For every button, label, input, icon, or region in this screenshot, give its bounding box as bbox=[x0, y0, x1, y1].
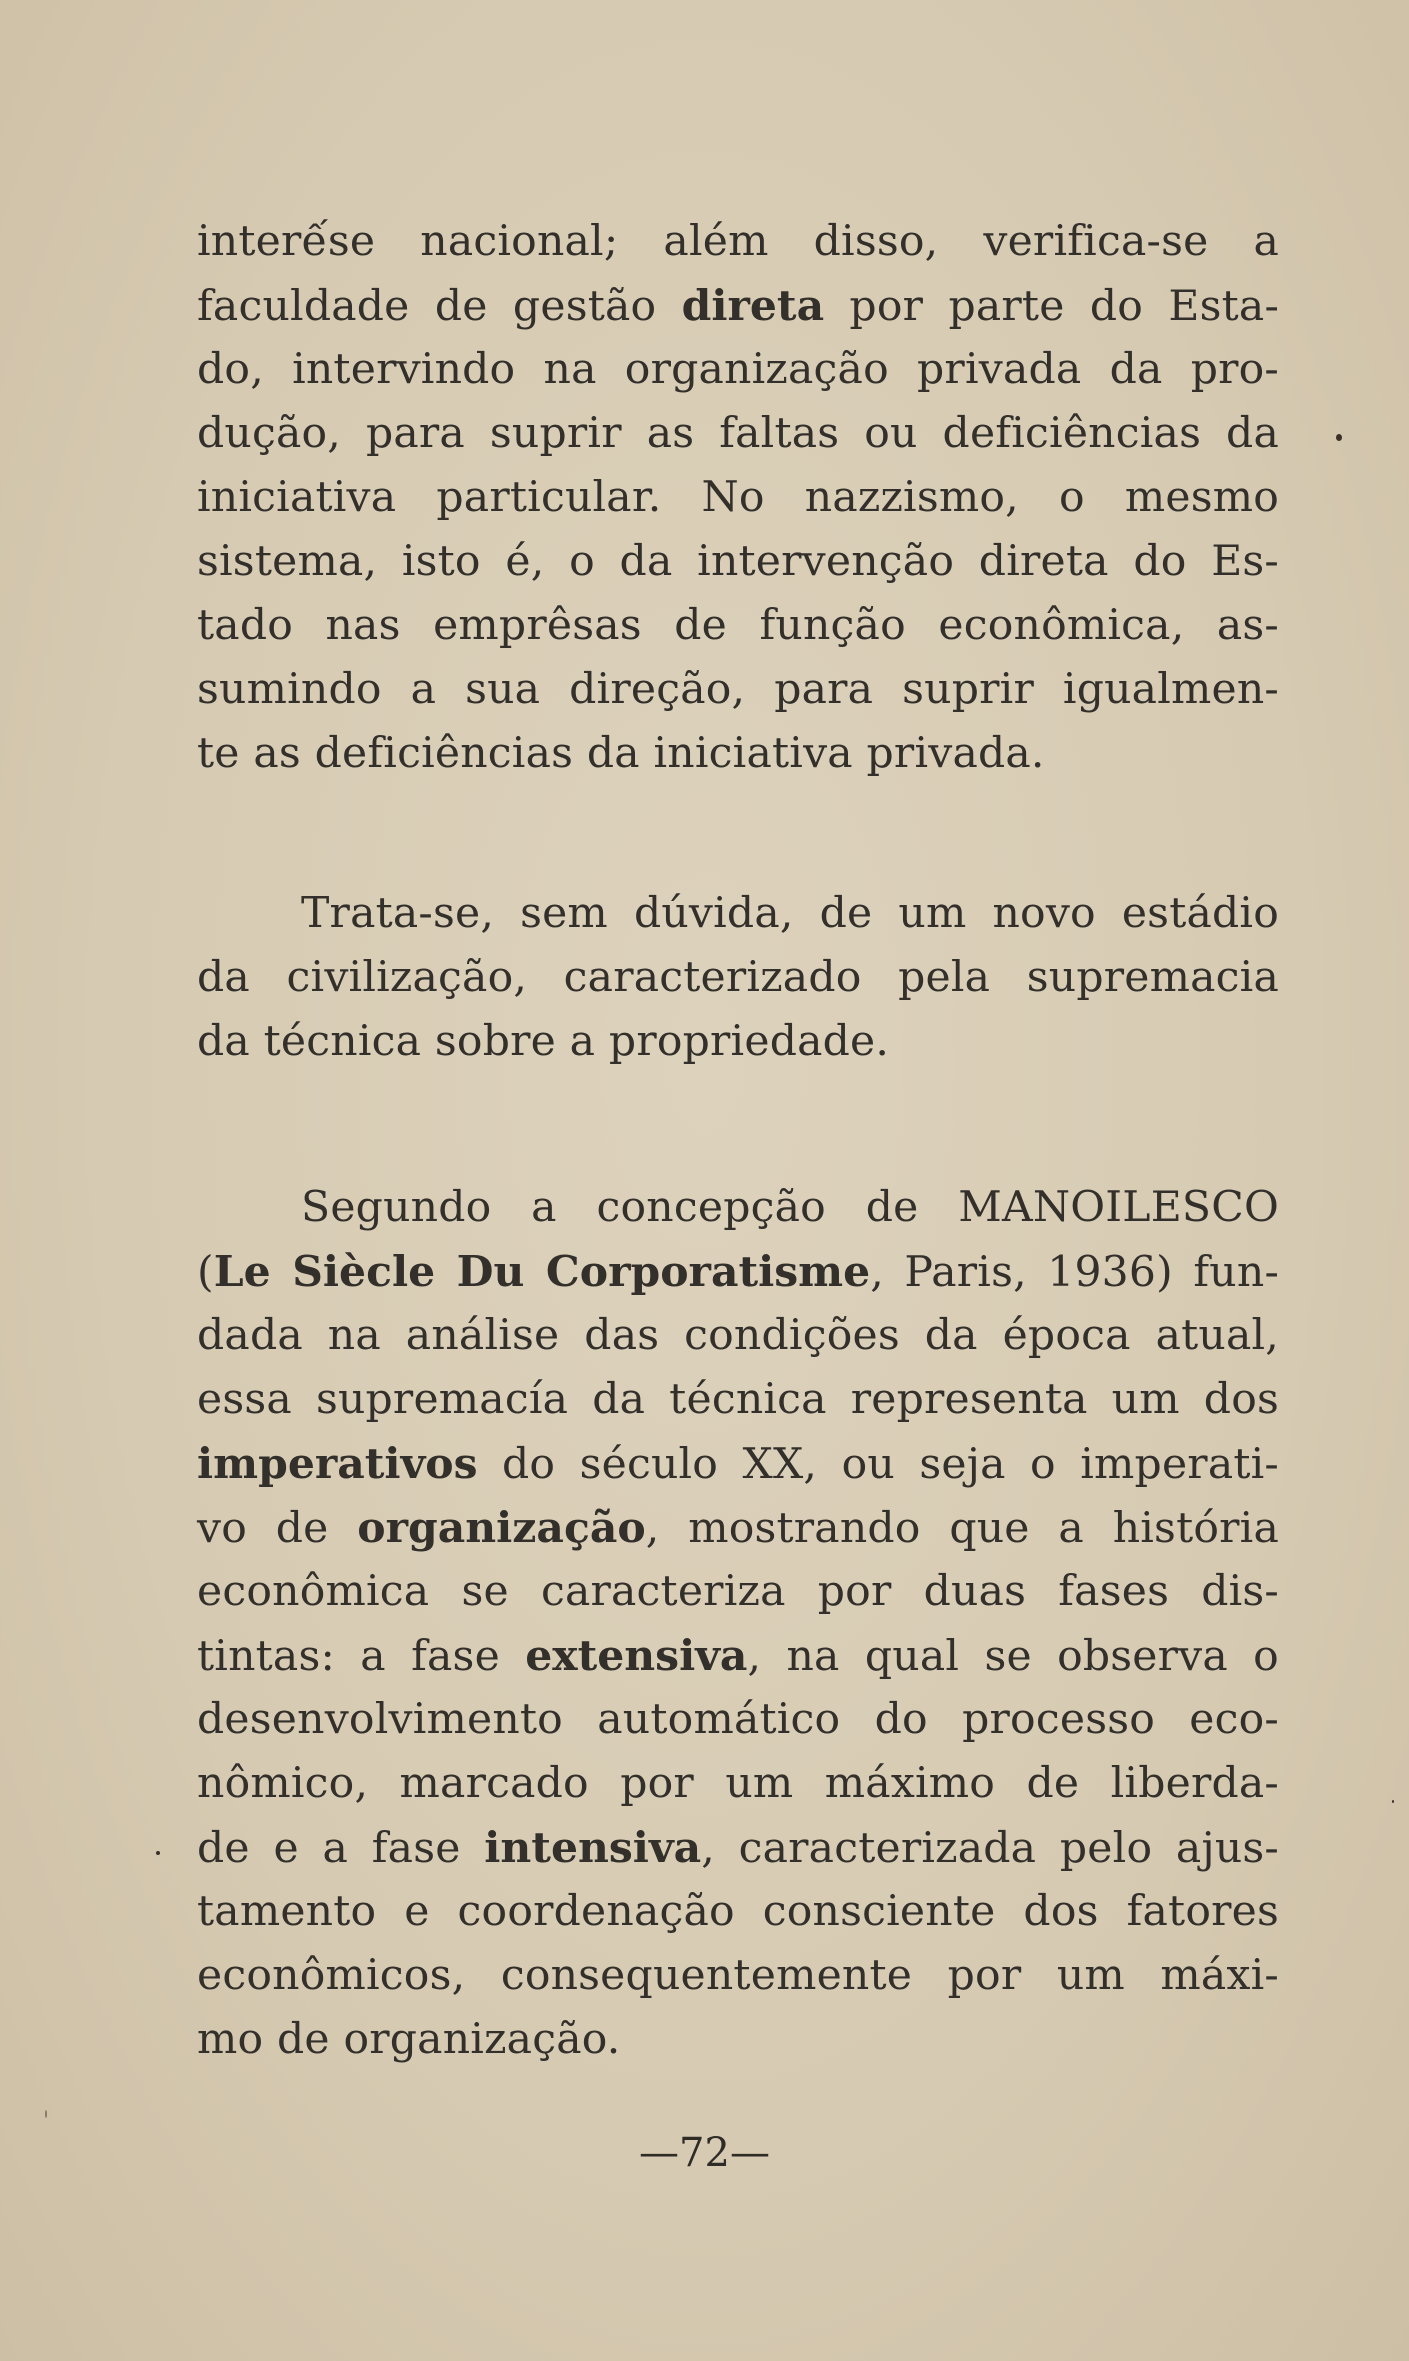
text-line bbox=[197, 594, 1279, 658]
text-line bbox=[197, 338, 1279, 402]
paragraph-gap bbox=[197, 1074, 1279, 1176]
bold-text: intensiva bbox=[484, 1823, 702, 1873]
text-line bbox=[197, 946, 1279, 1010]
text-run: interếse nacional; além disso, verifica-se a bbox=[197, 217, 1279, 266]
text-line bbox=[197, 1688, 1279, 1752]
text-run: sumindo a sua direção, para suprir igualmen- bbox=[197, 665, 1279, 714]
bold-text: Le Siècle Du Corporatisme bbox=[213, 1247, 871, 1297]
text-line bbox=[197, 1176, 1279, 1240]
text-run: do, intervindo na organização privada da pro- bbox=[197, 345, 1279, 394]
text-run: essa supremacía da técnica representa um dos bbox=[197, 1375, 1279, 1424]
bold-text: direta bbox=[681, 281, 825, 331]
bold-text: extensiva bbox=[525, 1631, 748, 1681]
paragraph-p3 bbox=[197, 1176, 1279, 2072]
text-line bbox=[197, 402, 1279, 466]
text-run: dução, para suprir as faltas ou deficiências da bbox=[197, 409, 1279, 458]
paper-speck bbox=[1336, 434, 1342, 441]
text-line bbox=[197, 1304, 1279, 1368]
text-run: tado nas emprêsas de função econômica, as- bbox=[197, 601, 1279, 650]
text-line bbox=[197, 1368, 1279, 1432]
paper-speck bbox=[1392, 1800, 1394, 1803]
text-line bbox=[197, 1010, 1279, 1074]
text-run: sistema, isto é, o da intervenção direta do Es- bbox=[197, 537, 1279, 586]
paper-speck bbox=[45, 2110, 47, 2118]
text-run: faculdade de gestão bbox=[197, 282, 682, 331]
bold-text: imperativos bbox=[197, 1439, 478, 1489]
text-line bbox=[197, 1944, 1279, 2008]
text-line bbox=[197, 2008, 1279, 2072]
text-line bbox=[197, 882, 1279, 946]
text-run: vo de bbox=[197, 1504, 358, 1553]
text-run: dada na análise das condições da época atual, bbox=[197, 1311, 1279, 1360]
text-run: Trata-se, sem dúvida, de um novo estádio bbox=[301, 889, 1279, 938]
text-run: , na qual se observa o bbox=[747, 1632, 1279, 1681]
text-run: da civilização, caracterizado pela supremacia bbox=[197, 953, 1279, 1002]
text-line bbox=[197, 210, 1279, 274]
text-run: , caracterizada pelo ajus- bbox=[701, 1824, 1279, 1873]
paragraph-p1 bbox=[197, 210, 1279, 786]
text-run: te as deficiências da iniciativa privada. bbox=[197, 729, 1045, 778]
text-run: mo de organização. bbox=[197, 2015, 621, 2064]
text-run: da técnica sobre a propriedade. bbox=[197, 1017, 890, 1066]
paragraph-gap bbox=[197, 786, 1279, 882]
text-line bbox=[197, 658, 1279, 722]
text-run: desenvolvimento automático do processo eco- bbox=[197, 1695, 1279, 1744]
text-run: do século XX, ou seja o imperati- bbox=[477, 1440, 1279, 1489]
text-line bbox=[197, 1624, 1279, 1688]
text-line bbox=[197, 1752, 1279, 1816]
text-run: tintas: a fase bbox=[197, 1632, 526, 1681]
text-line bbox=[197, 1560, 1279, 1624]
text-line bbox=[197, 722, 1279, 786]
bold-text: organização bbox=[357, 1503, 646, 1553]
text-run: nômico, marcado por um máximo de liberda- bbox=[197, 1759, 1279, 1808]
text-line bbox=[197, 466, 1279, 530]
page-number: —72— bbox=[639, 2130, 770, 2176]
text-line bbox=[197, 1496, 1279, 1560]
text-run: , Paris, 1936) fun- bbox=[870, 1248, 1280, 1297]
text-run: econômicos, consequentemente por um máxi- bbox=[197, 1951, 1279, 2000]
text-run: de e a fase bbox=[197, 1824, 485, 1873]
text-run: por parte do Esta- bbox=[824, 282, 1279, 331]
text-run: ( bbox=[197, 1248, 214, 1297]
text-run: econômica se caracteriza por duas fases dis- bbox=[197, 1567, 1279, 1616]
text-line bbox=[197, 1816, 1279, 1880]
text-run: tamento e coordenação consciente dos fatores bbox=[197, 1887, 1279, 1936]
text-run: , mostrando que a história bbox=[645, 1504, 1279, 1553]
body-text bbox=[197, 210, 1279, 2072]
text-run: Segundo a concepção de MANOILESCO bbox=[301, 1183, 1279, 1232]
paper-speck bbox=[156, 1851, 160, 1855]
text-line bbox=[197, 1432, 1279, 1496]
paragraph-p2 bbox=[197, 882, 1279, 1074]
text-line bbox=[197, 1880, 1279, 1944]
text-run: iniciativa particular. No nazzismo, o mesmo bbox=[197, 473, 1279, 522]
text-line bbox=[197, 530, 1279, 594]
text-line bbox=[197, 1240, 1279, 1304]
text-line bbox=[197, 274, 1279, 338]
